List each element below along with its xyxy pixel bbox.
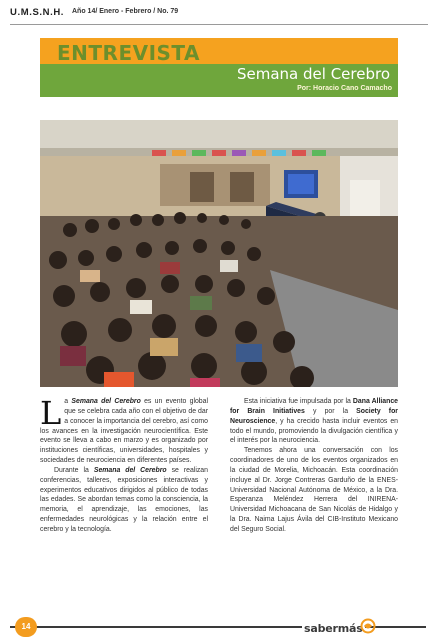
page-number: 14 bbox=[15, 617, 37, 637]
logo-text: sabermás bbox=[304, 622, 363, 635]
conference-audience-photo bbox=[40, 120, 398, 387]
drop-cap: L bbox=[40, 394, 62, 432]
organization-name: Dana Alliance for Brain Initiatives bbox=[230, 398, 399, 415]
organization-name: Society for Neuroscience bbox=[230, 407, 398, 425]
brain-logo-icon bbox=[360, 618, 376, 634]
article-title: Semana del Cerebro bbox=[236, 65, 390, 83]
conference-photo-illustration bbox=[40, 120, 398, 387]
issue-info: Año 14/ Enero - Febrero / No. 79 bbox=[72, 8, 179, 15]
activities-paragraph: Durante la Semana del Cerebro se realizan conferencias, talleres, exposiciones interactivas y experimentos educativos dirigidos al público de todas las edades. Se abordan temas como la consciencia, la memoria, el aprendizaje, las emociones, las enfermedades neurológicas y la relación entre el cerebro y la tecnología. bbox=[40, 466, 208, 533]
event-name: Semana del Cerebro bbox=[71, 398, 141, 405]
event-name: Semana del Cerebro bbox=[93, 466, 167, 474]
initiative-paragraph: Esta iniciativa fue impulsada por la Dana Alliance for Brain Initiatives y por la Society for Neuroscience, y ha crecido hasta incluir eventos en todo el mundo, promoviendo la divulgación científica y el interés por la neurociencia. bbox=[230, 398, 399, 445]
article-column-right bbox=[230, 397, 398, 535]
section-kicker: ENTREVISTA bbox=[57, 41, 200, 65]
coordinators-paragraph: Tenemos ahora una conversación con los coordinadores de uno de los eventos organizados en la ciudad de Morelia, Michoacán. Esta coordinación incluye al Dr. Jorge Contreras Garduño de la ENES-Universidad Nacional Autónoma de México, a la Dra. Esperanza Meléndez Herrera del INIRENA-Universidad Michoacana de San Nicolás de Hidalgo y la Dra. Naima Lajus Ávila del CIB-Instituto Mexicano del Seguro Social. bbox=[230, 447, 398, 533]
page-footer bbox=[0, 614, 436, 640]
header-divider bbox=[10, 24, 428, 25]
banner-text-area bbox=[40, 64, 398, 97]
section-banner bbox=[40, 38, 398, 97]
article-column-left bbox=[40, 394, 209, 535]
sabermas-logo bbox=[302, 618, 365, 636]
intro-paragraph: La Semana del Cerebro es un evento global que se celebra cada año con el objetivo de dar a conocer la importancia del cerebro, así como los avances en la investigación neurocientífica. Este evento se lleva a cabo en marzo y es organizado por instituciones científicas, universidades, hospitales y sociedades de neurociencia en diferentes países. bbox=[40, 394, 209, 465]
article-byline: Por: Horacio Cano Camacho bbox=[297, 85, 392, 92]
page-header bbox=[10, 7, 428, 21]
publication-name: U.M.S.N.H. bbox=[10, 7, 65, 18]
